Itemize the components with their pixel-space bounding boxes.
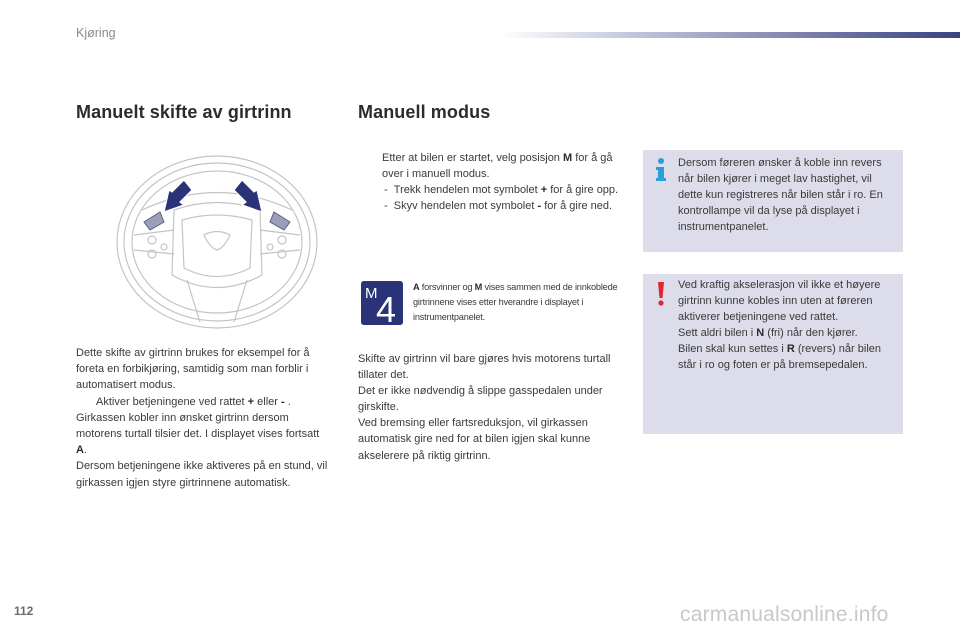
info-box — [643, 150, 903, 252]
manual-shift-result: Girkassen kobler inn ønsket girtrinn dersom motorens turtall tilsier det. I displayet vises fortsatt A. — [76, 411, 320, 457]
header-bar — [500, 32, 960, 38]
steering-wheel-illustration — [112, 150, 322, 330]
shift-paddle-left — [144, 212, 164, 230]
info-icon — [651, 156, 671, 184]
section-title-manual-shift: Manuelt skifte av girtrinn — [76, 102, 292, 122]
manual-mode-step: Etter at bilen er startet, velg posisjon M for å gå over i manuell modus. — [382, 152, 613, 180]
page-number: 112 — [14, 604, 34, 618]
manual-mode-para-2: Det er ikke nødvendig å slippe gasspedalen under girskifte. — [358, 385, 603, 414]
gear-display-note: A forsvinner og M vises sammen med de innkoblede girtrinnene vises etter hverandre i displayet i instrumentpanelet. — [413, 282, 618, 322]
info-box-text: Dersom føreren ønsker å koble inn revers når bilen kjører i meget lav hastighet, vil dette kun registreres når bilen står i ro. En kontrollampe vil da lyse på displayet i instrumentpanelet. — [678, 157, 883, 233]
display-gear-number: 4 — [376, 289, 397, 325]
manual-shift-intro: Dette skifte av girtrinn brukes for eksempel for å foreta en forbikjøring, samtidig som man forblir i automatisert modus. — [76, 347, 310, 392]
warning-para-1: Ved kraftig akselerasjon vil ikke et høyere girtrinn kunne kobles inn uten at føreren aktiverer betjeningene ved rattet. — [678, 279, 881, 323]
shift-paddle-right — [270, 212, 290, 230]
manual-mode-para-3: Ved bremsing eller fartsreduksjon, vil girkassen automatisk gire ned for at bilen igjen skal kunne akselerere på riktig girtrinn. — [358, 417, 591, 462]
manual-mode-steps — [362, 150, 624, 214]
warning-box-text — [678, 277, 896, 373]
arrow-right-icon — [234, 180, 262, 212]
manual-mode-para-1: Skifte av girtrinn vil bare gjøres hvis motorens turtall tillater det. — [358, 353, 611, 382]
section-label: Kjøring — [76, 26, 116, 40]
warning-box — [643, 274, 903, 434]
manual-shift-instruction: Aktiver betjeningene ved rattet + eller - . — [96, 395, 291, 408]
manual-mode-text — [358, 351, 626, 464]
manual-mode-substep-down: - Skyv hendelen mot symbolet - for å gire ned. — [384, 200, 613, 212]
arrow-left-icon — [164, 180, 192, 212]
display-mode-letter: M — [365, 285, 378, 302]
manual-shift-timeout: Dersom betjeningene ikke aktiveres på en stund, vil girkassen igjen styre girtrinnene automatisk. — [76, 460, 328, 489]
warning-para-2: Sett aldri bilen i N (fri) når den kjører. — [678, 327, 858, 339]
warning-para-3: Bilen skal kun settes i R (revers) når bilen står i ro og foten er på bremsepedalen. — [678, 343, 881, 371]
manual-shift-text — [76, 345, 331, 491]
manual-mode-substep-up: - Trekk hendelen mot symbolet + for å gire opp. — [384, 184, 619, 196]
watermark: carmanualsonline.info — [680, 603, 889, 626]
warning-icon — [651, 280, 671, 308]
gear-display-icon — [361, 281, 403, 325]
section-title-manual-mode: Manuell modus — [358, 102, 491, 122]
